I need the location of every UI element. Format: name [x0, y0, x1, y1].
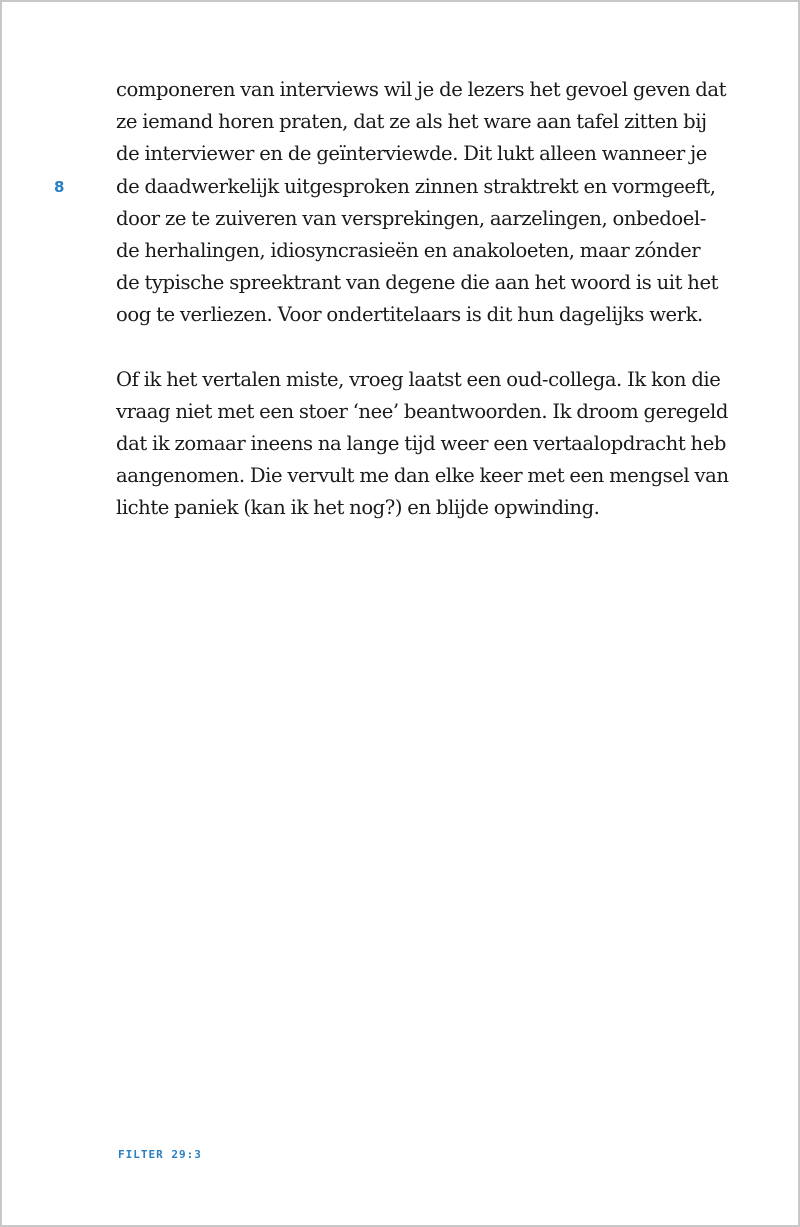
text-line: de daadwerkelijk uitgesproken zinnen straktrekt en vormgeeft,	[116, 174, 716, 198]
text-line: Of ik het vertalen miste, vroeg laatst een oud-collega. Ik kon die	[116, 367, 721, 391]
text-line: de typische spreektrant van degene die aan het woord is uit het	[116, 271, 719, 295]
text-line: lichte paniek (kan ik het nog?) en blijde opwinding.	[116, 496, 600, 520]
text-line: de interviewer en de geïnterviewde. Dit lukt alleen wanneer je	[116, 142, 707, 166]
text-line: ze iemand horen praten, dat ze als het ware aan tafel zitten bij	[116, 110, 707, 134]
body-text	[116, 74, 729, 525]
text-line: dat ik zomaar ineens na lange tijd weer een vertaalopdracht heb	[116, 432, 726, 456]
paragraph-2	[116, 364, 729, 525]
text-line: oog te verliezen. Voor ondertitelaars is dit hun dagelijks werk.	[116, 303, 703, 327]
text-line: componeren van interviews wil je de lezers het gevoel geven dat	[116, 78, 727, 101]
text-line: door ze te zuiveren van versprekingen, aarzelingen, onbedoel-	[116, 206, 706, 230]
running-footer: FILTER 29:3	[118, 1148, 202, 1161]
paragraph-1	[116, 74, 727, 332]
page-number: 8	[54, 178, 65, 196]
text-line: vraag niet met een stoer ‘nee’ beantwoorden. Ik droom geregeld	[116, 399, 728, 423]
text-line: aangenomen. Die vervult me dan elke keer met een mengsel van	[116, 464, 729, 488]
text-line: de herhalingen, idiosyncrasieën en anakoloeten, maar zónder	[116, 239, 701, 263]
